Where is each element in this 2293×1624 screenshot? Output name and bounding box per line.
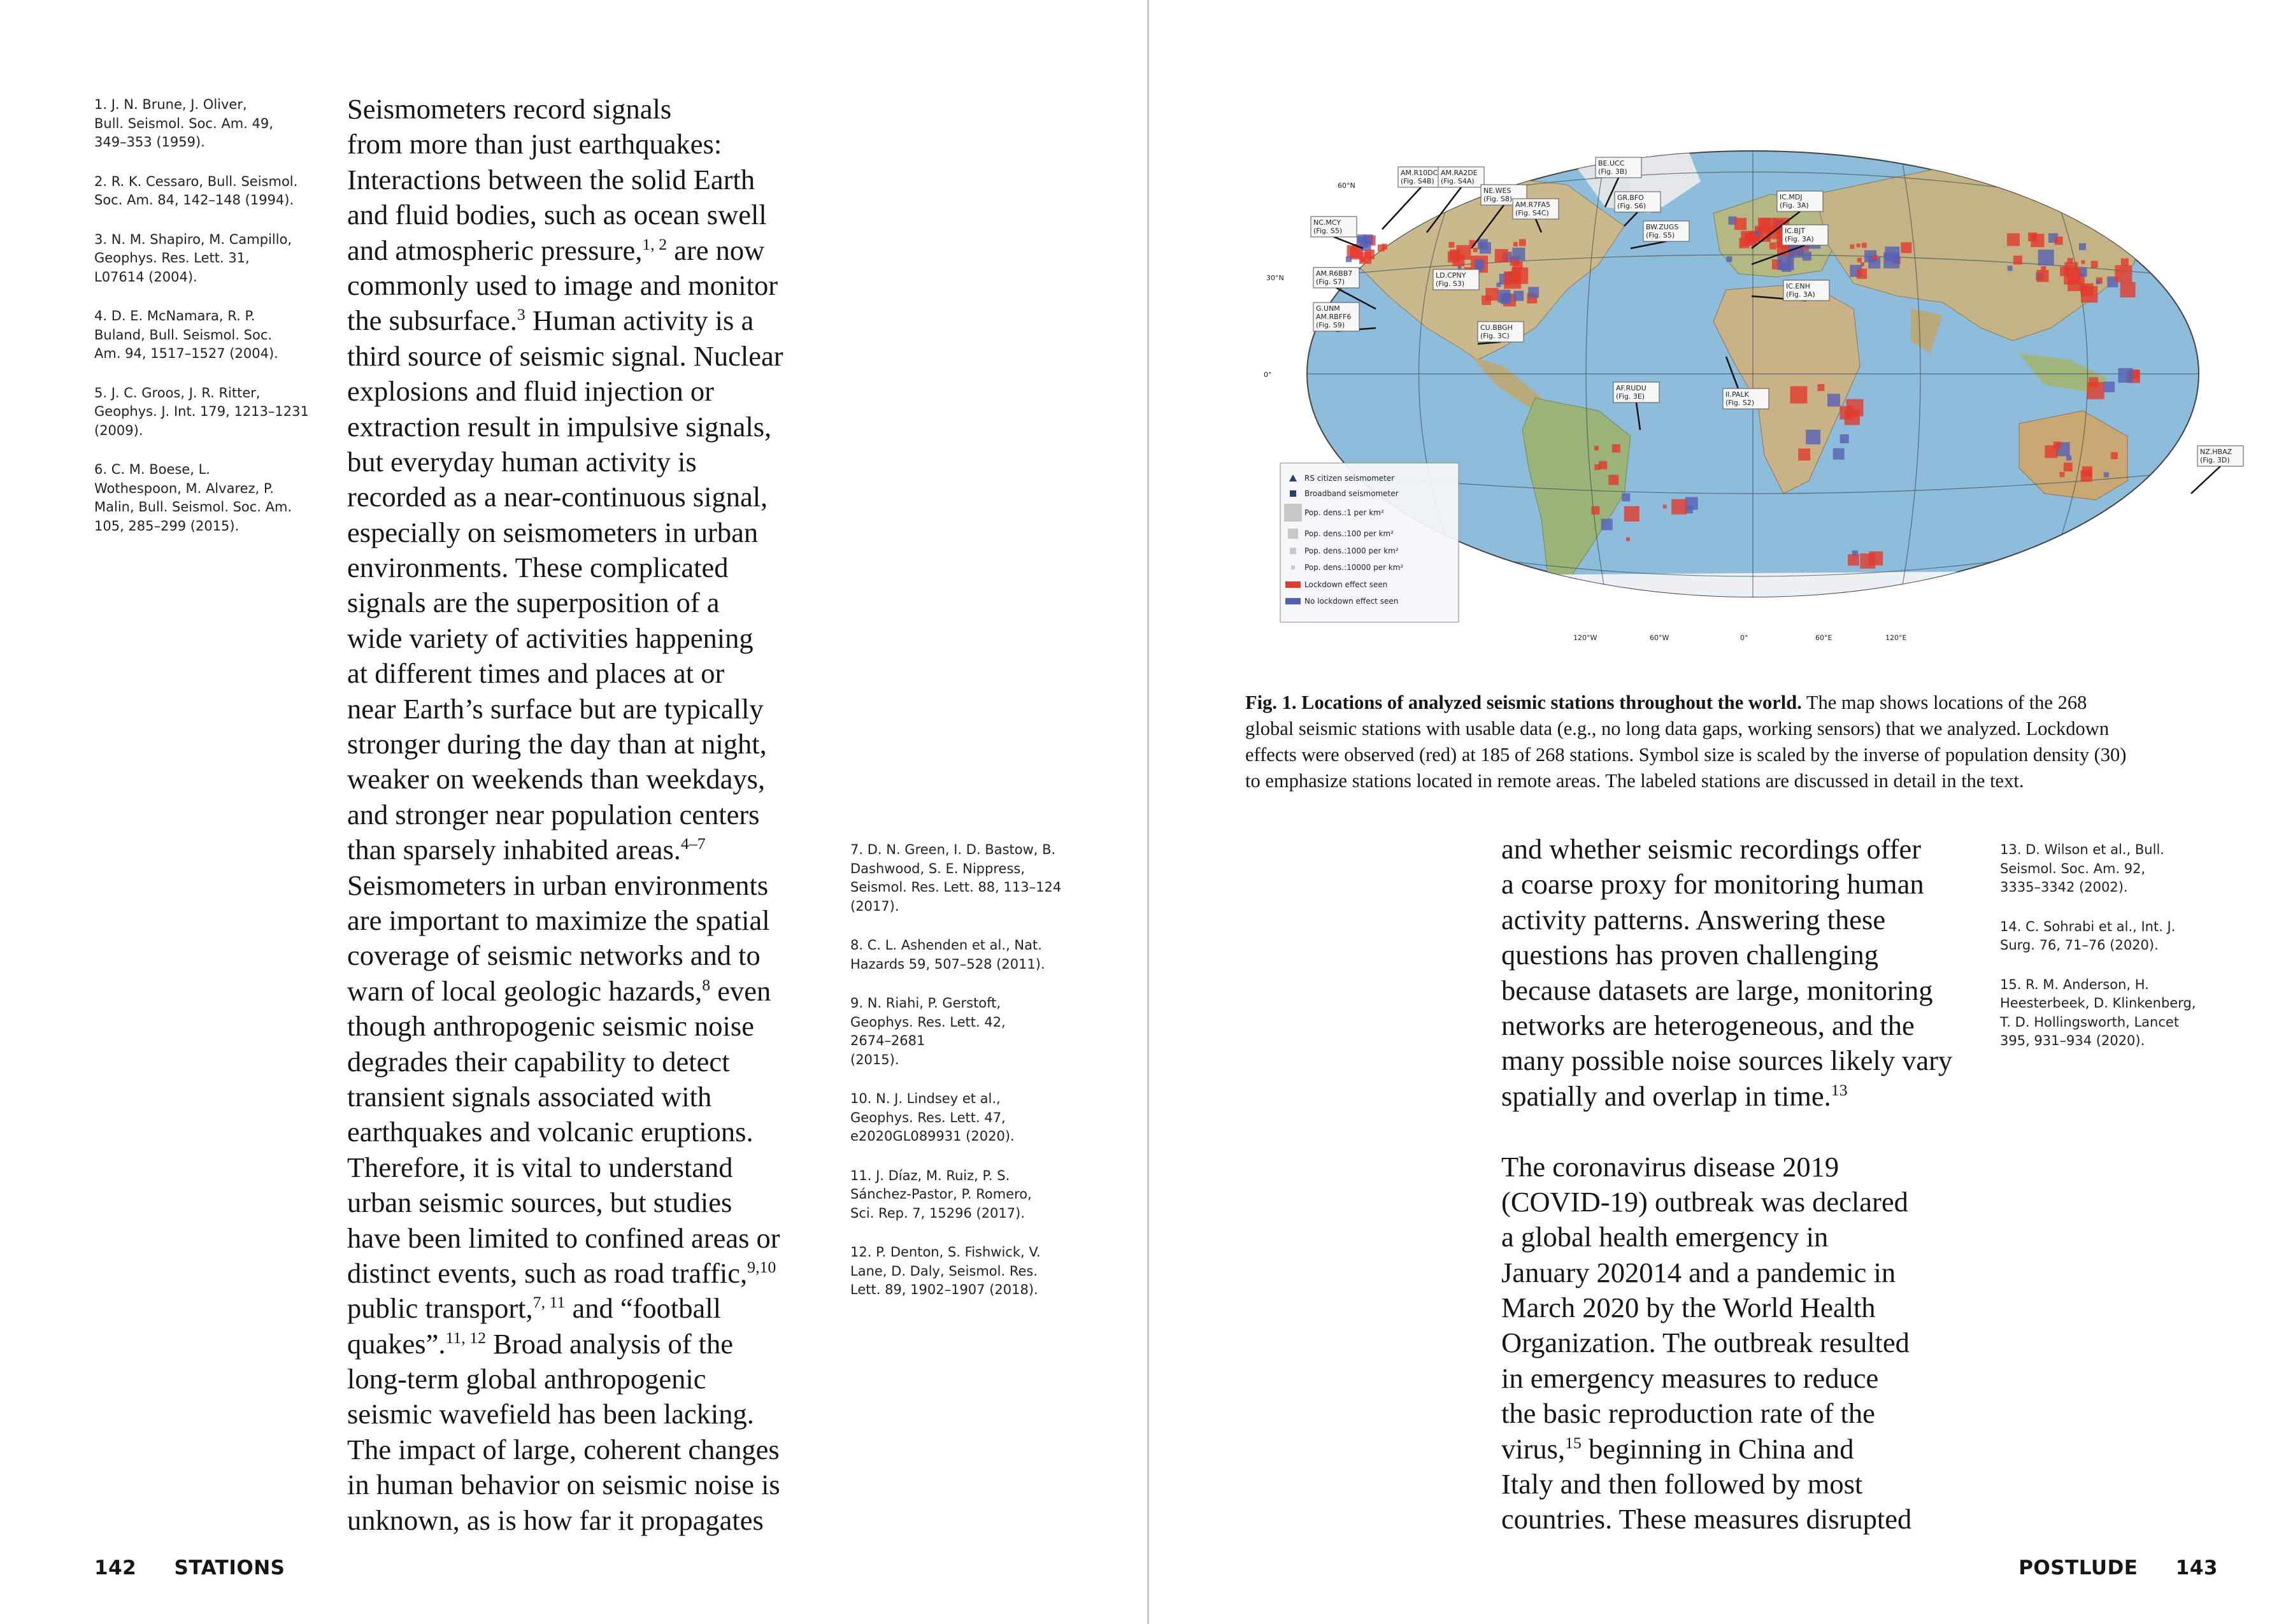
footnote-line: T. D. Hollingsworth, Lancet — [2000, 1014, 2180, 1030]
caption-line-2: global seismic stations with usable data (e.g., no long data gaps, working sensors) that we analyzed. Lockdown — [1245, 718, 2110, 739]
station-marker — [2096, 280, 2100, 284]
left-body-line: earthquakes and volcanic eruptions. — [347, 1116, 754, 1148]
station-marker — [1528, 287, 1539, 297]
station-marker — [1833, 448, 1845, 460]
station-marker — [2121, 259, 2129, 266]
station-marker — [1622, 493, 1630, 501]
station-marker — [1857, 243, 1861, 247]
footnote-line: Soc. Am. 84, 142–148 (1994). — [94, 192, 294, 208]
right-body-line: January 202014 and a pandemic in — [1501, 1256, 1896, 1288]
footnote-line: Geophys. J. Int. 179, 1213–1231 — [94, 404, 309, 419]
station-marker — [1827, 394, 1840, 406]
station-marker — [1473, 248, 1478, 252]
left-body-line: extraction result in impulsive signals, — [347, 410, 772, 443]
station-marker — [2064, 268, 2080, 285]
station-marker — [1726, 256, 1732, 262]
left-body-line: weaker on weekends than weekdays, — [347, 763, 766, 795]
footnote-line: Am. 94, 1517–1527 (2004). — [94, 346, 278, 361]
footnote-line: 395, 931–934 (2020). — [2000, 1033, 2145, 1048]
footnote-line: 6. C. M. Boese, L. — [94, 462, 210, 477]
right-body-line: many possible noise sources likely vary — [1501, 1044, 1953, 1077]
right-body-line: Italy and then followed by most — [1501, 1468, 1863, 1500]
callout-label: (Fig. S5) — [1313, 227, 1343, 235]
station-marker — [1359, 252, 1371, 264]
station-marker — [1739, 238, 1749, 248]
callout-label: BE.UCC — [1598, 159, 1625, 167]
station-marker — [1601, 519, 1613, 531]
left-body-line: distinct events, such as road traffic,$^{9,10}$ — [347, 1257, 776, 1289]
lon-label-60w: 60°W — [1650, 634, 1669, 642]
station-marker — [1782, 262, 1791, 272]
station-marker — [1501, 293, 1511, 304]
callout-label: (Fig. S2) — [1725, 399, 1755, 407]
station-marker — [2064, 462, 2073, 471]
station-marker — [1685, 497, 1698, 510]
left-body-line: the subsurface.$^3$ Human activity is a — [347, 304, 754, 337]
station-marker — [2066, 455, 2071, 460]
footnote-line: L07614 (2004). — [94, 269, 197, 285]
station-marker — [1755, 231, 1760, 236]
footnote-line: 2. R. K. Cessaro, Bull. Seismol. — [94, 173, 298, 189]
footnote-line: Geophys. Res. Lett. 47, — [850, 1109, 1006, 1125]
left-body-line: unknown, as is how far it propagates — [347, 1504, 764, 1536]
legend-lockdown: Lockdown effect seen — [1304, 580, 1388, 589]
station-marker — [1594, 446, 1599, 450]
station-marker — [2115, 265, 2132, 282]
running-head: STATIONS — [174, 1556, 285, 1579]
station-callout — [1311, 217, 1363, 248]
left-body-line: quakes”.$^{11, 12}$ Broad analysis of the — [347, 1327, 734, 1360]
footnote-line: Hazards 59, 507–528 (2011). — [850, 956, 1045, 972]
right-body-line: Organization. The outbreak resulted — [1501, 1327, 1910, 1359]
paragraph-gap — [1501, 1114, 1952, 1149]
callout-label: AM.R10DC — [1401, 169, 1438, 177]
legend-no-lockdown: No lockdown effect seen — [1304, 597, 1399, 606]
station-marker — [1857, 258, 1862, 262]
callout-arrow — [1382, 187, 1421, 229]
callout-label: NZ.HBAZ — [2200, 448, 2232, 456]
right-body-line: networks are heterogeneous, and the — [1501, 1009, 1915, 1041]
callout-label: (Fig. S3) — [1436, 280, 1465, 288]
footnote-line: Heesterbeek, D. Klinkenberg, — [2000, 995, 2196, 1011]
footnote-line: Sánchez-Pastor, P. Romero, — [850, 1186, 1032, 1202]
footnote-line: 3335–3342 (2002). — [2000, 880, 2128, 895]
right-folio — [2018, 1556, 2218, 1579]
station-marker — [1497, 283, 1501, 287]
callout-label: (Fig. S5) — [1646, 231, 1675, 239]
footnote-line: 8. C. L. Ashenden et al., Nat. — [850, 937, 1042, 953]
figure-caption — [1245, 690, 2126, 794]
legend-pop-100: Pop. dens.:100 per km² — [1304, 529, 1394, 538]
station-marker — [1860, 553, 1875, 569]
station-marker — [1857, 269, 1867, 279]
map-legend — [1280, 463, 1459, 622]
callout-label: AF.RUDU — [1616, 384, 1647, 392]
callout-label: (Fig. 3B) — [1598, 167, 1627, 176]
station-marker — [1626, 538, 1630, 541]
callout-label: (Fig. S4A) — [1441, 177, 1475, 185]
station-marker — [1485, 288, 1498, 301]
right-footnote — [2000, 841, 2255, 897]
right-body-line: countries. These measures disrupted — [1501, 1503, 1912, 1535]
right-body-line: March 2020 by the World Health — [1501, 1292, 1876, 1324]
footnote-line: Geophys. Res. Lett. 31, — [94, 250, 250, 266]
lon-label-120e: 120°E — [1885, 634, 1907, 642]
left-body-line: environments. These complicated — [347, 552, 729, 584]
station-marker — [2104, 473, 2109, 478]
right-body-line: virus,$^{15}$ beginning in China and — [1501, 1432, 1854, 1465]
left-body-line: Seismometers in urban environments — [347, 869, 769, 901]
station-marker — [2111, 452, 2118, 459]
lon-label-120w: 120°W — [1573, 634, 1597, 642]
right-body-line: a global health emergency in — [1501, 1221, 1829, 1253]
station-marker — [1671, 499, 1687, 515]
station-marker — [1790, 387, 1807, 404]
footnote-line: Lett. 89, 1902–1907 (2018). — [850, 1282, 1038, 1297]
station-marker — [2081, 283, 2094, 296]
legend-pop-10000: Pop. dens.:10000 per km² — [1304, 563, 1404, 572]
station-marker — [1591, 506, 1599, 515]
station-marker — [2079, 243, 2086, 250]
footnote-line: Malin, Bull. Seismol. Soc. Am. — [94, 499, 292, 515]
station-marker — [1847, 399, 1864, 417]
station-marker — [1663, 504, 1667, 508]
legend-pop-1: Pop. dens.:1 per km² — [1304, 508, 1384, 517]
world-map-figure — [1264, 137, 2239, 646]
station-callout — [1478, 322, 1524, 344]
station-marker — [1624, 506, 1639, 522]
caption-line-3: effects were observed (red) at 185 of 268 stations. Symbol size is scaled by the inverse of population density (30) — [1245, 744, 2127, 766]
left-body-line: recorded as a near-continuous signal, — [347, 481, 768, 513]
lat-label-60n: 60°N — [1338, 182, 1355, 190]
left-body-line: degrades their capability to detect — [347, 1045, 730, 1078]
footnote-line: Geophys. Res. Lett. 42, — [850, 1014, 1006, 1030]
station-marker — [1850, 245, 1854, 249]
station-marker — [1452, 254, 1464, 266]
station-marker — [2008, 266, 2013, 271]
footnote-line: 14. C. Sohrabi et al., Int. J. — [2000, 918, 2176, 934]
station-marker — [1885, 246, 1899, 261]
station-marker — [2091, 261, 2098, 268]
station-marker — [1504, 271, 1521, 288]
station-marker — [1513, 261, 1523, 271]
left-body-line: third source of seismic signal. Nuclear — [347, 339, 783, 372]
left-body-line: at different times and places at or — [347, 657, 725, 690]
station-marker — [2031, 234, 2044, 247]
station-marker — [1512, 248, 1525, 260]
left-body-line: commonly used to image and monitor — [347, 269, 778, 301]
left-body-line: Therefore, it is vital to understand — [347, 1151, 733, 1183]
footnote-line: 15. R. M. Anderson, H. — [2000, 976, 2149, 992]
footnote-line: 3. N. M. Shapiro, M. Campillo, — [94, 231, 292, 247]
left-body-line: and fluid bodies, such as ocean swell — [347, 199, 767, 231]
station-marker — [2007, 233, 2020, 246]
caption-line-1: The map shows locations of the 268 — [1801, 692, 2087, 713]
left-body-line: stronger during the day than at night, — [347, 728, 767, 760]
callout-label: (Fig. 3A) — [1780, 201, 1809, 210]
footnote-line: 349–353 (1959). — [94, 134, 205, 150]
station-marker — [2089, 377, 2098, 387]
right-body-line: because datasets are large, monitoring — [1501, 974, 1933, 1006]
lon-label-60e: 60°E — [1815, 634, 1832, 642]
station-marker — [1798, 448, 1810, 460]
callout-arrow — [2191, 466, 2220, 494]
footnote-line: 9. N. Riahi, P. Gerstoft, — [850, 995, 1001, 1011]
left-body-line: Seismometers record signals — [347, 93, 672, 125]
footnote-line: Seismol. Res. Lett. 88, 113–124 — [850, 880, 1062, 895]
footnote-line: Wothespoon, M. Alvarez, P. — [94, 480, 274, 496]
station-marker — [1901, 242, 1911, 253]
left-body-line: coverage of seismic networks and to — [347, 939, 761, 972]
footnote-line: Buland, Bull. Seismol. Soc. — [94, 327, 273, 343]
left-body-line: though anthropogenic seismic noise — [347, 1010, 754, 1043]
station-marker — [2054, 441, 2061, 449]
station-marker — [1608, 475, 1618, 485]
footnote-line: e2020GL089931 (2020). — [850, 1129, 1015, 1144]
callout-label: (Fig. S8) — [1483, 195, 1513, 203]
left-body-line: explosions and fluid injection or — [347, 375, 714, 408]
callout-label: IC.MDJ — [1780, 193, 1803, 201]
station-marker — [2120, 282, 2136, 297]
station-marker — [1513, 242, 1518, 246]
station-marker — [1378, 245, 1385, 252]
right-body-line: questions has proven challenging — [1501, 939, 1878, 971]
lon-label-0: 0° — [1740, 634, 1748, 642]
footnote-line: (2015). — [850, 1051, 899, 1067]
footnote-line: 12. P. Denton, S. Fishwick, V. — [850, 1244, 1041, 1260]
callout-label: (Fig. S4B) — [1401, 177, 1434, 185]
footnote-line: Dashwood, S. E. Nippress, — [850, 860, 1025, 876]
station-marker — [2055, 236, 2063, 245]
footnote-line: 2674–2681 — [850, 1033, 925, 1048]
left-body-line: from more than just earthquakes: — [347, 128, 722, 160]
right-body-line: the basic reproduction rate of the — [1501, 1397, 1875, 1430]
callout-label: (Fig. S7) — [1316, 278, 1345, 286]
station-marker — [2104, 381, 2115, 392]
left-body-line: signals are the superposition of a — [347, 587, 720, 619]
station-marker — [2081, 470, 2092, 481]
callout-label: (Fig. 3D) — [2200, 456, 2230, 464]
callout-label: BW.ZUGS — [1646, 223, 1679, 231]
page-number: 142 — [94, 1556, 137, 1579]
station-marker — [1594, 464, 1600, 470]
right-body-line: (COVID-19) outbreak was declared — [1501, 1185, 1908, 1218]
left-body-line: warn of local geologic hazards,$^8$ even — [347, 974, 771, 1007]
footnote-line: (2009). — [94, 422, 143, 438]
callout-label: (Fig. S6) — [1617, 202, 1647, 210]
right-body-line: and whether seismic recordings offer — [1501, 833, 1922, 865]
station-marker — [1612, 445, 1620, 453]
station-marker — [1495, 249, 1508, 262]
callout-label: NE.WES — [1483, 187, 1511, 195]
callout-label: (Fig. 3C) — [1480, 332, 1510, 340]
left-body-line: long-term global anthropogenic — [347, 1363, 706, 1395]
left-body-line: in human behavior on seismic noise is — [347, 1469, 780, 1501]
station-marker — [1357, 234, 1366, 243]
station-marker — [1862, 243, 1867, 248]
footnote-line: Bull. Seismol. Soc. Am. 49, — [94, 115, 273, 131]
footnote-line: 13. D. Wilson et al., Bull. — [2000, 842, 2164, 857]
station-marker — [2081, 260, 2085, 264]
legend-pop-1000: Pop. dens.:1000 per km² — [1304, 546, 1399, 555]
callout-label: AM.R6BB7 — [1316, 269, 1353, 278]
footnote-line: 11. J. Díaz, M. Ruiz, P. S. — [850, 1167, 1010, 1183]
left-body-line: have been limited to confined areas or — [347, 1222, 780, 1254]
footnote-line: (2017). — [850, 898, 899, 914]
station-marker — [2118, 368, 2132, 383]
right-body-line: activity patterns. Answering these — [1501, 903, 1886, 936]
page-number: 143 — [2175, 1556, 2218, 1579]
footnote-line: Lane, D. Daly, Seismol. Res. — [850, 1263, 1038, 1279]
right-body-text — [1501, 832, 1952, 1537]
callout-label: (Fig. 3A) — [1785, 235, 1814, 243]
station-marker — [2013, 255, 2022, 264]
right-footnote — [2000, 976, 2255, 1051]
footnote-line: 5. J. C. Groos, J. R. Ritter, — [94, 385, 261, 401]
left-body-line: The impact of large, coherent changes — [347, 1433, 780, 1465]
station-marker — [2038, 250, 2054, 266]
station-callout — [1433, 269, 1479, 290]
station-marker — [1519, 239, 1526, 246]
station-marker — [1817, 384, 1824, 391]
station-marker — [1448, 242, 1454, 248]
left-body-line: urban seismic sources, but studies — [347, 1186, 732, 1219]
left-body-line: public transport,$^{7, 11}$ and “football — [347, 1292, 721, 1325]
callout-label: AM.RA2DE — [1441, 169, 1478, 177]
left-body-line: and atmospheric pressure,$^{1, 2}$ are now — [347, 234, 765, 266]
callout-label: G.UNM — [1316, 304, 1340, 313]
right-body-line: a coarse proxy for monitoring human — [1501, 868, 1924, 901]
callout-label: (Fig. S4C) — [1515, 209, 1549, 217]
station-marker — [1848, 554, 1859, 566]
station-marker — [1475, 259, 1484, 269]
left-body-line: and stronger near population centers — [347, 798, 760, 830]
station-marker — [2059, 472, 2064, 477]
callout-label: AM.RBFF6 — [1316, 313, 1352, 321]
station-marker — [1734, 218, 1747, 230]
left-body-line: near Earth’s surface but are typically — [347, 692, 764, 725]
station-marker — [1806, 430, 1820, 445]
callout-label: IC.BJT — [1785, 227, 1805, 235]
left-body-line: than sparsely inhabited areas.$^{4-7}$ — [347, 834, 706, 866]
running-head: POSTLUDE — [2018, 1556, 2138, 1579]
left-body-line: transient signals associated with — [347, 1080, 712, 1113]
footnote-line: 7. D. N. Green, I. D. Bastow, B. — [850, 842, 1056, 857]
left-body-line: especially on seismometers in urban — [347, 516, 759, 548]
station-callout — [2191, 446, 2243, 494]
callout-label: GR.BFO — [1617, 194, 1644, 202]
callout-label: (Fig. S9) — [1316, 321, 1345, 329]
caption-title: Fig. 1. Locations of analyzed seismic stations throughout the world. — [1245, 692, 1802, 713]
right-body-line: The coronavirus disease 2019 — [1501, 1150, 1839, 1183]
footnote-line: Surg. 76, 71–76 (2020). — [2000, 937, 2159, 953]
left-body-line: seismic wavefield has been lacking. — [347, 1398, 754, 1430]
callout-label: AM.R7FA5 — [1515, 201, 1550, 209]
footnotes-right — [2000, 841, 2255, 1071]
left-body-line: are important to maximize the spatial — [347, 904, 770, 936]
callout-label: CU.BBGH — [1480, 324, 1513, 332]
lat-label-0: 0° — [1264, 371, 1272, 379]
callout-label: (Fig. 3E) — [1616, 392, 1645, 401]
left-body-line: but everyday human activity is — [347, 445, 697, 478]
left-body-line: Interactions between the solid Earth — [347, 163, 755, 196]
footnote-line: 4. D. E. McNamara, R. P. — [94, 308, 255, 324]
station-marker — [1478, 239, 1488, 250]
footnote-line: 10. N. J. Lindsey et al., — [850, 1091, 1001, 1106]
station-marker — [1346, 257, 1352, 262]
footnote-line: 105, 285–299 (2015). — [94, 518, 239, 534]
callout-label: NC.MCY — [1313, 218, 1341, 227]
right-body-line: in emergency measures to reduce — [1501, 1362, 1879, 1394]
left-body-line: wide variety of activities happening — [347, 622, 754, 654]
footnote-line: Seismol. Soc. Am. 92, — [2000, 860, 2146, 876]
station-marker — [2037, 270, 2049, 282]
right-footnote — [2000, 918, 2255, 955]
station-marker — [1873, 255, 1878, 260]
caption-line-4: to emphasize stations located in remote areas. The labeled stations are discussed in detail in the text. — [1245, 770, 2024, 792]
lat-label-30n: 30°N — [1266, 274, 1284, 282]
station-marker — [1803, 252, 1811, 260]
callout-label: IC.ENH — [1786, 282, 1810, 290]
station-marker — [1840, 434, 1849, 443]
legend-broadband: Broadband seismometer — [1304, 489, 1399, 498]
right-body-line: spatially and overlap in time.$^{13}$ — [1501, 1079, 1848, 1112]
callout-label: LD.CPNY — [1436, 271, 1466, 280]
station-marker — [1769, 243, 1776, 250]
callout-label: II.PALK — [1725, 390, 1749, 399]
callout-label: (Fig. 3A) — [1786, 290, 1815, 299]
station-marker — [1513, 290, 1524, 301]
footnote-line: Sci. Rep. 7, 15296 (2017). — [850, 1205, 1025, 1221]
footnote-line: 1. J. N. Brune, J. Oliver, — [94, 97, 247, 112]
world-map — [1264, 137, 2239, 646]
legend-rs-citizen: RS citizen seismometer — [1304, 474, 1395, 483]
